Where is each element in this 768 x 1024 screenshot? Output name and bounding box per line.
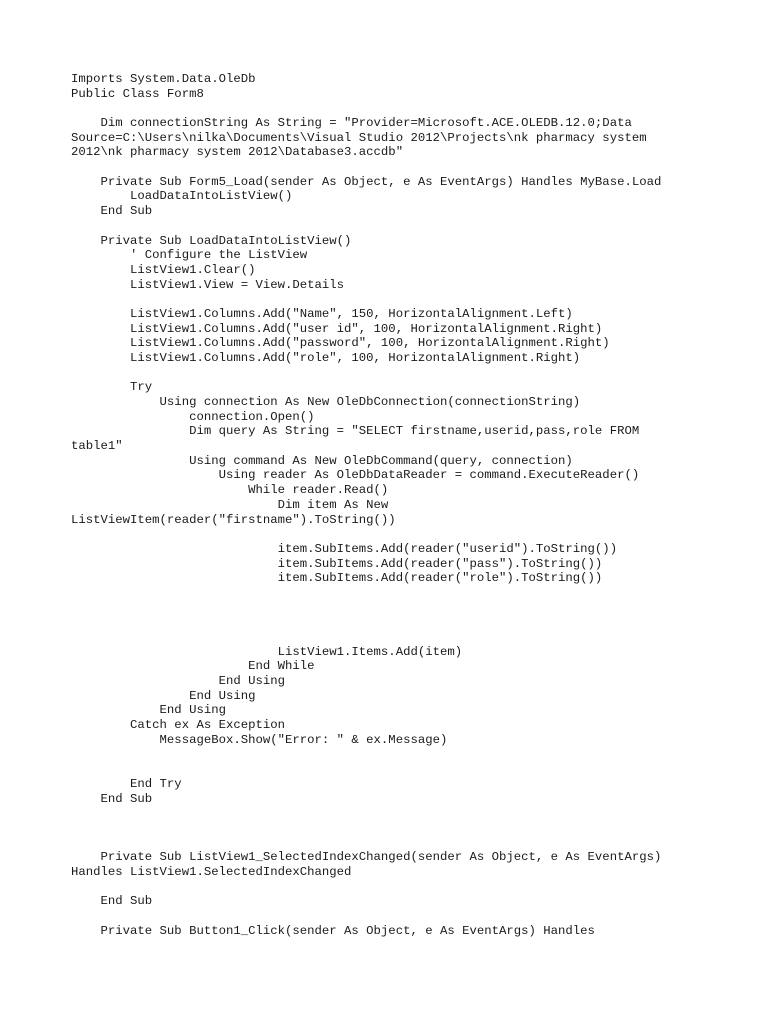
code-line: Try <box>71 380 153 395</box>
code-line: LoadDataIntoListView() <box>71 189 293 204</box>
code-line <box>71 160 761 175</box>
code-listing <box>71 72 761 938</box>
code-line <box>71 747 761 762</box>
code-line: Catch ex As Exception <box>71 718 286 733</box>
code-line <box>71 806 761 821</box>
code-line: Dim item As New <box>71 497 389 512</box>
code-line <box>71 366 761 381</box>
code-line: 2012\nk pharmacy system 2012\Database3.accdb" <box>71 145 404 160</box>
code-line <box>71 527 761 542</box>
code-line: End Sub <box>71 204 153 219</box>
code-line: End Using <box>71 688 256 703</box>
code-line: item.SubItems.Add(reader("role").ToString()) <box>71 571 603 586</box>
code-line <box>71 836 761 851</box>
code-line: ListView1.Clear() <box>71 262 256 277</box>
code-line: Private Sub Form5_Load(sender As Object, e As EventArgs) Handles MyBase.Load <box>71 174 662 189</box>
code-line: ListView1.Columns.Add("role", 100, HorizontalAlignment.Right) <box>71 351 581 365</box>
code-line: End Using <box>71 674 286 689</box>
code-line <box>71 586 761 601</box>
code-line: Imports System.Data.OleDb <box>71 72 256 86</box>
code-line <box>71 615 761 630</box>
code-line: connection.Open() <box>71 409 315 424</box>
code-line: End Try <box>71 776 182 791</box>
code-line: Private Sub Button1_Click(sender As Object, e As EventArgs) Handles <box>71 923 595 938</box>
code-line <box>71 601 761 616</box>
code-line <box>71 101 761 116</box>
code-line: ListView1.Columns.Add("Name", 150, HorizontalAlignment.Left) <box>71 306 573 321</box>
code-line: Dim query As String = "SELECT firstname,userid,pass,role FROM <box>71 424 640 439</box>
code-line: End Using <box>71 703 226 718</box>
code-line: ' Configure the ListView <box>71 248 308 263</box>
code-line <box>71 762 761 777</box>
code-line: End While <box>71 659 315 674</box>
code-line <box>71 880 761 895</box>
code-line: ListView1.View = View.Details <box>71 277 345 292</box>
code-line: ListView1.Items.Add(item) <box>71 644 463 659</box>
code-line: ListView1.Columns.Add("user id", 100, HorizontalAlignment.Right) <box>71 321 603 336</box>
code-line: Public Class Form8 <box>71 86 204 101</box>
code-line: ListViewItem(reader("firstname").ToString()) <box>71 512 396 527</box>
code-line: Handles ListView1.SelectedIndexChanged <box>71 864 352 879</box>
code-line: End Sub <box>71 894 153 909</box>
code-line: item.SubItems.Add(reader("userid").ToString()) <box>71 541 618 556</box>
code-line: Private Sub ListView1_SelectedIndexChanged(sender As Object, e As EventArgs) <box>71 850 662 865</box>
code-line: End Sub <box>71 791 153 806</box>
code-line: Source=C:\Users\nilka\Documents\Visual Studio 2012\Projects\nk pharmacy system <box>71 130 647 145</box>
code-line <box>71 219 761 234</box>
code-line: Using reader As OleDbDataReader = command.ExecuteReader() <box>71 468 640 483</box>
code-line: ListView1.Columns.Add("password", 100, HorizontalAlignment.Right) <box>71 336 610 351</box>
code-line: item.SubItems.Add(reader("pass").ToString()) <box>71 556 603 571</box>
code-line: Dim connectionString As String = "Provider=Microsoft.ACE.OLEDB.12.0;Data <box>71 116 632 131</box>
code-line: Using command As New OleDbCommand(query, connection) <box>71 453 573 468</box>
code-line: While reader.Read() <box>71 483 389 498</box>
code-line: table1" <box>71 439 123 454</box>
code-line: MessageBox.Show("Error: " & ex.Message) <box>71 732 448 747</box>
code-line <box>71 821 761 836</box>
code-line: Using connection As New OleDbConnection(connectionString) <box>71 395 581 410</box>
code-line: Private Sub LoadDataIntoListView() <box>71 233 352 248</box>
code-line <box>71 630 761 645</box>
code-line <box>71 292 761 307</box>
code-line <box>71 909 761 924</box>
